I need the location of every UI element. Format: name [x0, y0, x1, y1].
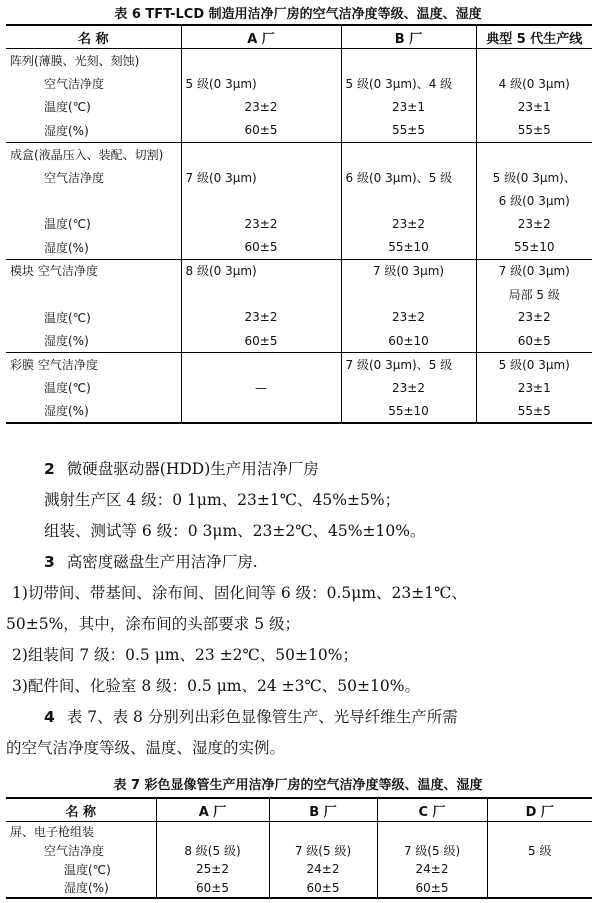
cell-a [181, 189, 341, 212]
section-number: 2 [44, 460, 55, 478]
table-row [6, 236, 592, 259]
row-label: 湿度(%) [64, 881, 109, 895]
table7-caption: 表 7 彩色显像管生产用洁净厂房的空气洁净度等级、温度、湿度 [113, 778, 483, 793]
row-label: 空气洁净度 [44, 77, 105, 92]
cell-c: 23±1 [476, 95, 592, 118]
table-row [6, 841, 592, 860]
cell-a: 60±5 [181, 236, 341, 259]
table6-group-array [6, 49, 592, 143]
cell-b: 23±2 [341, 212, 476, 235]
table-row [6, 376, 592, 399]
table-row [6, 306, 592, 329]
paragraph: 的空气洁净度等级、温度、湿度的实例。 [6, 739, 286, 757]
cell-a [181, 399, 341, 422]
section-title: 高密度磁盘生产用洁净厂房. [66, 553, 258, 571]
group-title: 彩膜 空气洁净度 [10, 358, 98, 373]
section-number: 4 [44, 708, 55, 726]
section-4-heading [6, 702, 596, 733]
table7-header-name: 名 称 [6, 798, 156, 822]
cell-a: 23±2 [181, 95, 341, 118]
cell-a: 60±5 [181, 119, 341, 142]
row-label: 温度(℃) [44, 381, 91, 396]
cell-b: 5 级(0 3μm)、4 级 [341, 72, 476, 95]
cell-c: 局部 5 级 [476, 282, 592, 305]
row-label: 温度(℃) [44, 217, 91, 232]
table-row [6, 189, 592, 212]
table6 [6, 24, 592, 424]
row-label: 空气洁净度 [44, 843, 105, 858]
table7 [6, 797, 592, 899]
cell-b: 7 级(0 3μm)、5 级 [341, 353, 476, 376]
table7-header-b: B 厂 [269, 798, 377, 822]
cell-b: 24±2 [269, 860, 377, 879]
paragraph: 2)组装间 7 级：0.5 μm、23 ±2℃、50±10%； [12, 646, 358, 664]
cell-d: 5 级 [487, 841, 592, 860]
section-title: 微硬盘驱动器(HDD)生产用洁净厂房 [66, 460, 319, 478]
cell-a: 60±5 [181, 329, 341, 352]
row-label: 湿度(%) [44, 334, 89, 349]
table-row [6, 119, 592, 142]
cell-a: 25±2 [156, 860, 269, 879]
table-row [6, 282, 592, 305]
cell-b: 23±2 [341, 376, 476, 399]
table7-header-d: D 厂 [487, 798, 592, 822]
cell-c: 6 级(0 3μm) [476, 189, 592, 212]
table-row [6, 72, 592, 95]
table6-header-name: 名 称 [6, 25, 181, 49]
cell-c: 55±5 [476, 119, 592, 142]
cell-a: 5 级(0 3μm) [181, 72, 341, 95]
cell-a: 60±5 [156, 879, 269, 898]
table-row [6, 259, 592, 282]
cell-b: 60±10 [341, 329, 476, 352]
cell-c: 4 级(0 3μm) [476, 72, 592, 95]
table7-header-a: A 厂 [156, 798, 269, 822]
cell-c: 7 级(5 级) [377, 841, 487, 860]
cell-c: 23±2 [476, 306, 592, 329]
paragraph: 50±5%，其中，涂布间的头部要求 5 级； [6, 615, 301, 633]
table6-caption: 表 6 TFT-LCD 制造用洁净厂房的空气洁净度等级、温度、湿度 [114, 7, 482, 22]
cell-c: 24±2 [377, 860, 487, 879]
cell-a: 8 级(5 级) [156, 841, 269, 860]
row-label [6, 282, 181, 305]
cell-c: 55±5 [476, 399, 592, 422]
cell-c: 5 级(0 3μm)、 [476, 165, 592, 188]
table6-group-cell [6, 142, 592, 259]
row-label: 温度(℃) [44, 100, 91, 115]
paragraph: 溅射生产区 4 级：0 1μm、23±1℃、45%±5%； [44, 491, 401, 509]
cell-d [487, 860, 592, 879]
row-label: 湿度(%) [44, 123, 89, 138]
row-label: 湿度(%) [44, 240, 89, 255]
table6-header-b: B 厂 [341, 25, 476, 49]
row-label: 湿度(%) [44, 404, 89, 419]
table7-header-c: C 厂 [377, 798, 487, 822]
paragraph: 表 7、表 8 分别列出彩色显像管生产、光导纤维生产所需 [66, 708, 458, 726]
cell-b: 7 级(0 3μm) [341, 259, 476, 282]
cell-b [341, 189, 476, 212]
section-number: 3 [44, 553, 55, 571]
cell-b: 23±2 [341, 306, 476, 329]
body-text [6, 454, 596, 764]
cell-c: 23±1 [476, 376, 592, 399]
table-row [6, 212, 592, 235]
cell-c: 55±10 [476, 236, 592, 259]
cell-c: 23±2 [476, 212, 592, 235]
cell-b [341, 282, 476, 305]
cell-c: 5 级(0 3μm) [476, 353, 592, 376]
paragraph: 3)配件间、化验室 8 级：0.5 μm、24 ±3℃、50±10%。 [12, 677, 420, 695]
cell-b: 60±5 [269, 879, 377, 898]
table6-group-colorfilter [6, 353, 592, 423]
cell-a [181, 353, 341, 376]
cell-c: 60±5 [377, 879, 487, 898]
cell-a: — [181, 376, 341, 399]
table-row [6, 353, 592, 376]
cell-d [487, 879, 592, 898]
cell-a: 23±2 [181, 306, 341, 329]
cell-b: 55±10 [341, 236, 476, 259]
table6-group-module [6, 259, 592, 353]
table-row [6, 399, 592, 422]
table6-header-c: 典型 5 代生产线 [476, 25, 592, 49]
cell-c: 7 级(0 3μm) [476, 259, 592, 282]
row-label: 温度(℃) [44, 310, 91, 325]
cell-b: 6 级(0 3μm)、5 级 [341, 165, 476, 188]
row-label: 空气洁净度 [44, 170, 105, 185]
paragraph: 组装、测试等 6 级：0 3μm、23±2℃、45%±10%。 [44, 522, 426, 540]
paragraph: 1)切带间、带基间、涂布间、固化间等 6 级：0.5μm、23±1℃、 [12, 584, 467, 602]
table-row [6, 879, 592, 898]
cell-b: 7 级(5 级) [269, 841, 377, 860]
group-title: 屏、电子枪组装 [10, 824, 95, 839]
cell-a: 8 级(0 3μm) [181, 259, 341, 282]
cell-a [181, 282, 341, 305]
table-row [6, 860, 592, 879]
cell-b: 23±1 [341, 95, 476, 118]
table-row [6, 165, 592, 188]
row-label [6, 189, 181, 212]
cell-a: 7 级(0 3μm) [181, 165, 341, 188]
cell-c: 60±5 [476, 329, 592, 352]
group-title: 模块 空气洁净度 [10, 264, 98, 279]
table-row [6, 95, 592, 118]
section-2-heading [6, 454, 596, 485]
row-label: 温度(℃) [64, 862, 111, 877]
cell-b: 55±5 [341, 119, 476, 142]
table6-header-a: A 厂 [181, 25, 341, 49]
cell-b: 55±10 [341, 399, 476, 422]
table-row [6, 329, 592, 352]
cell-a: 23±2 [181, 212, 341, 235]
group-title: 成盒(液晶压入、装配、切割) [10, 147, 164, 162]
section-3-heading [6, 547, 596, 578]
group-title: 阵列(薄膜、光刻、刻蚀) [10, 53, 140, 68]
